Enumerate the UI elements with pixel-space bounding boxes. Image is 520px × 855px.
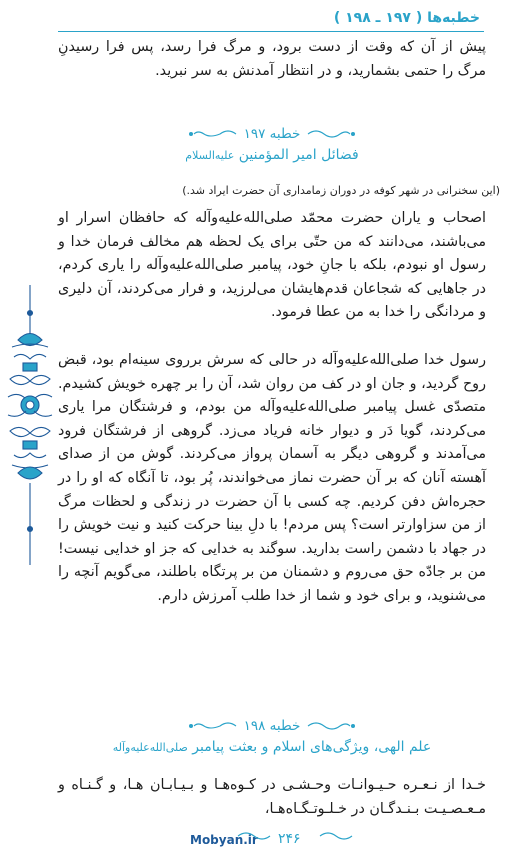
sermon-198-subtitle-text: علم الهی، ویژگی‌های اسلام و بعثت پیامبر xyxy=(192,739,432,755)
sermon-198-heading xyxy=(58,716,486,755)
page-footer xyxy=(0,823,520,851)
left-flourish-icon xyxy=(306,127,356,141)
right-flourish-icon xyxy=(188,719,238,733)
body-paragraph-3: خـدا از نـعـره حـیـوانـات وحـشـی در کـوه‌هـا و بـیـابـان هـا، و گـنـاه و مـعـصـیـت بـنـدگـان در خـلـوتـگـاه‌هـا، xyxy=(58,777,486,817)
sermon-197-subtitle-text: فضائل امیر المؤمنین xyxy=(238,147,359,163)
sermon-198-title: خطبه ۱۹۸ xyxy=(243,718,301,734)
footer-left-flourish-icon xyxy=(236,830,272,842)
sermon-197-honorific: علیه‌السلام xyxy=(185,149,235,162)
side-ornament-icon xyxy=(6,285,54,565)
right-flourish-icon xyxy=(188,127,238,141)
sermon-198-honorific: صلی‌الله‌علیه‌وآله xyxy=(112,741,188,754)
intro-note: (این سخنرانی در شهر کوفه در دوران زمامداری آن حضرت ایراد شد.) xyxy=(182,184,500,197)
body-paragraph-1: اصحاب و یاران حضرت محمّد صلی‌الله‌علیه‌وآله که حافظان اسرار او می‌باشند، می‌دانند که من حتّی برای یک لحظه هم مخالف فرمان خدا و رسول او نبودم، بلکه با جانِ خود، پیامبر صلی‌الله‌علیه‌وآله را یاری کردم، در جاهایی که شجاعان قدم‌هایشان می‌لرزید، و فرار می‌کردند، آن دلیری و مردانگی را خدا به من عطا فرمود. xyxy=(58,210,486,321)
sermon-197-title: خطبه ۱۹۷ xyxy=(243,126,301,142)
sermon-198-subtitle xyxy=(58,739,486,755)
left-flourish-icon xyxy=(306,719,356,733)
footer-right-flourish-icon xyxy=(318,830,354,842)
body-paragraph-2: رسول خدا صلی‌الله‌علیه‌وآله در حالی که سرش برروی سینه‌ام بود، قبض روح گردید، و جان او در کف من روان شد، آن را بر چهره خویش کشیدم. متصدّی غسل پیامبر صلی‌الله‌علیه‌وآله من بودم، و فرشتگان مرا یاری می‌کردند، گویا دَر و دیوار خانه فریاد می‌زد. گروهی از فرشتگان فرود می‌آمدند و گروهی دیگر به آسمان پرواز می‌کردند. گوش من از صدای آهسته آنان که بر آن حضرت نماز می‌خواندند، پُر بود، تا آنگاه که او را در حجره‌اش دفن کردیم. چه کسی با آن حضرت در زندگی و لحظات مرگ از من سزاوارتر است؟ پس مردم! با دلِ بینا حرکت کنید و نیت خویش را در جهاد با دشمن راست بدارید. سوگند به خدایی که جز او خدایی نیست! من بر جادّه حق می‌روم و دشمنان من بر پرتگاه باطلند، می‌گویم آنچه را می‌شنوید، و برای خود و شما از خدا طلب آمرزش دارم. xyxy=(58,352,486,604)
running-head: خطبه‌ها ( ۱۹۷ ـ ۱۹۸ ) xyxy=(333,10,480,26)
top-paragraph: پیش از آن که وقت از دست برود، و مرگ فرا رسد، پس فرا رسیدنِ مرگ را حتمی بشمارید، و در انتظار آمدنش به سر نبرید. xyxy=(58,39,486,79)
site-brand: Mobyan.ir xyxy=(190,833,258,847)
page-number: ۲۴۶ xyxy=(278,831,301,847)
sermon-197-heading xyxy=(58,124,486,163)
header-rule xyxy=(58,31,484,32)
sermon-197-subtitle xyxy=(58,147,486,163)
